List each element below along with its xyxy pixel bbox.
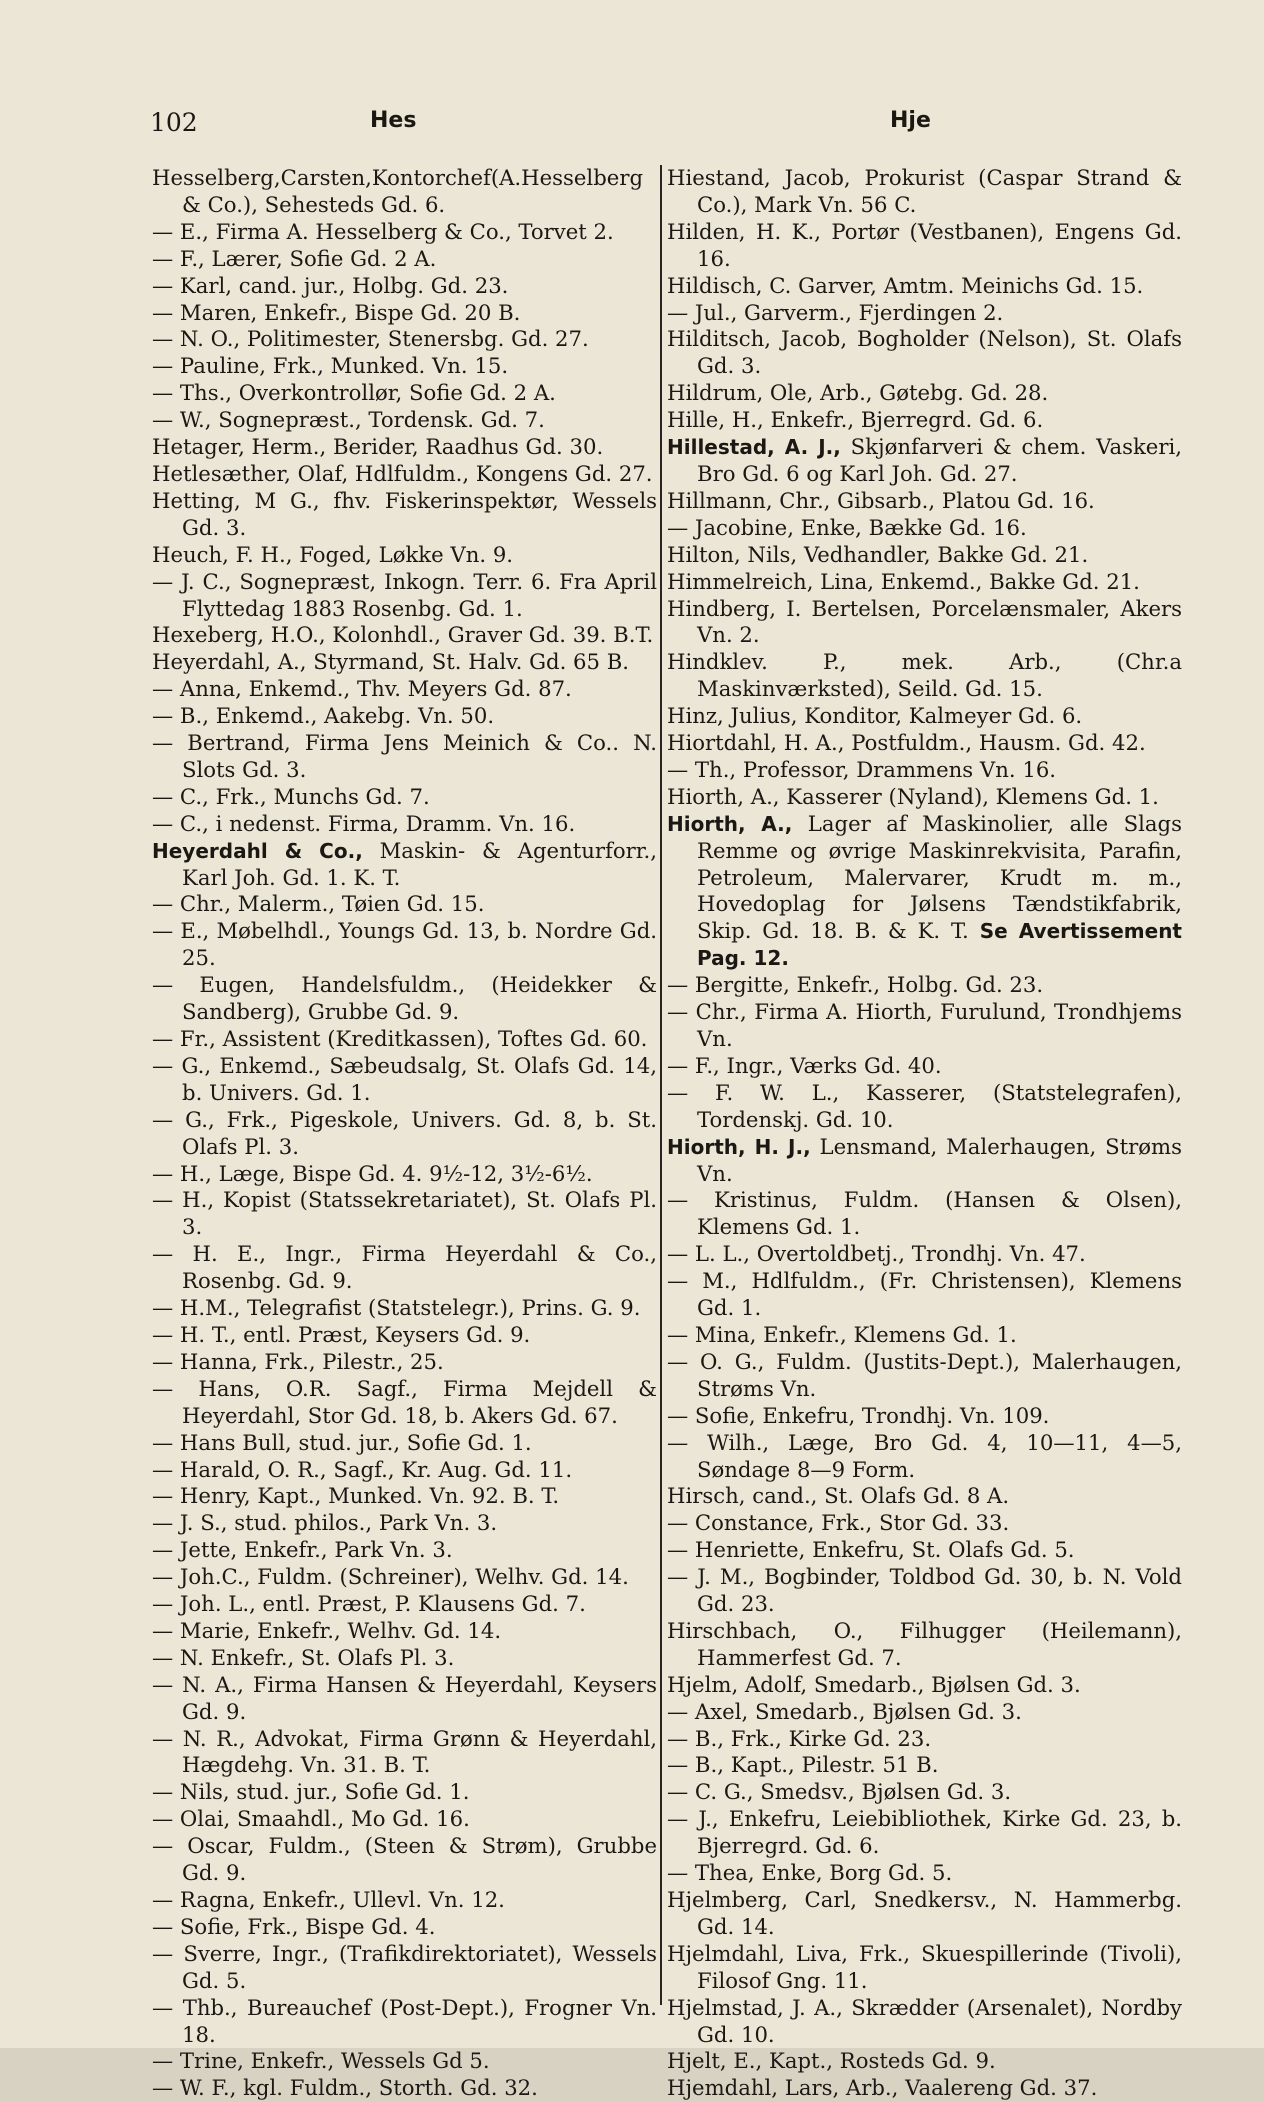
entry-text: — E., Møbelhdl., Youngs Gd. 13, b. Nordre Gd. 25.: [152, 918, 657, 971]
entry-reference-bold: Se Avertissement Pag. 12.: [697, 919, 1182, 971]
directory-entry: [667, 1726, 1182, 1753]
directory-entry: [152, 1107, 657, 1161]
entry-text: — B., Enkemd., Aakebg. Vn. 50.: [152, 703, 495, 729]
entry-text: Hjemdahl, Lars, Arb., Vaalereng Gd. 37.: [667, 2075, 1098, 2101]
entry-text: — Chr., Firma A. Hiorth, Furulund, Trondhjems Vn.: [667, 999, 1182, 1051]
entry-text: Hetager, Herm., Berider, Raadhus Gd. 30.: [152, 434, 604, 460]
directory-entry: [152, 246, 657, 273]
entry-text: — Mina, Enkefr., Klemens Gd. 1.: [667, 1321, 1017, 1347]
entry-text: — Thb., Bureauchef (Post-Dept.), Frogner Vn. 18.: [152, 1994, 657, 2047]
directory-entry: [667, 1187, 1182, 1241]
directory-entry: [152, 1241, 657, 1295]
entry-name-bold: Heyerdahl & Co.,: [152, 838, 363, 863]
directory-entry: [152, 407, 657, 434]
directory-entry: [667, 1349, 1182, 1403]
entry-text: — Kristinus, Fuldm. (Hansen & Olsen), Klemens Gd. 1.: [667, 1187, 1182, 1240]
directory-entry: [667, 1564, 1182, 1618]
directory-entry: [152, 219, 657, 246]
directory-entry: [667, 999, 1182, 1053]
directory-entry: [152, 1349, 657, 1376]
entry-text: — H., Kopist (Statssekretariatet), St. Olafs Pl. 3.: [152, 1187, 657, 1240]
entry-name-bold: Hiorth, H. J.,: [667, 1134, 811, 1159]
directory-entry: [667, 1779, 1182, 1806]
entry-text: — Thea, Enke, Borg Gd. 5.: [667, 1860, 953, 1886]
running-head-left: Hes: [370, 108, 417, 133]
directory-entry: [667, 1241, 1182, 1268]
entry-text: — J., Enkefru, Leiebibliothek, Kirke Gd. 23, b. Bjerregrd. Gd. 6.: [667, 1806, 1182, 1859]
directory-entry: [667, 703, 1182, 730]
directory-entry: [667, 569, 1182, 596]
entry-text: — Hans, O.R. Sagf., Firma Mejdell & Heyerdahl, Stor Gd. 18, b. Akers Gd. 67.: [152, 1375, 657, 1428]
entry-text: — C. G., Smedsv., Bjølsen Gd. 3.: [667, 1779, 1012, 1805]
directory-entry: [152, 784, 657, 811]
directory-entry: [667, 273, 1182, 300]
entry-text: Heuch, F. H., Foged, Løkke Vn. 9.: [152, 541, 514, 567]
entry-text: — Fr., Assistent (Kreditkassen), Toftes Gd. 60.: [152, 1026, 648, 1051]
entry-text: — Ths., Overkontrollør, Sofie Gd. 2 A.: [152, 380, 556, 406]
directory-entry: [667, 2075, 1182, 2102]
directory-entry: [152, 273, 657, 300]
directory-entry: [667, 2048, 1182, 2075]
entry-text: Hilton, Nils, Vedhandler, Bakke Gd. 21.: [667, 541, 1089, 567]
entry-text: — J. S., stud. philos., Park Vn. 3.: [152, 1510, 498, 1536]
entry-text: — C., i nedenst. Firma, Dramm. Vn. 16.: [152, 810, 576, 836]
directory-entry: [667, 407, 1182, 434]
entry-text: Hilditsch, Jacob, Bogholder (Nelson), St. Olafs Gd. 3.: [667, 326, 1182, 379]
directory-entry: [152, 703, 657, 730]
directory-entry: [667, 1403, 1182, 1430]
directory-entry: [667, 1510, 1182, 1537]
entry-text: — Henriette, Enkefru, St. Olafs Gd. 5.: [667, 1537, 1075, 1563]
directory-entry: [152, 1833, 657, 1887]
directory-entry: [152, 1779, 657, 1806]
directory-entry: [667, 784, 1182, 811]
directory-entry: [667, 1080, 1182, 1134]
directory-entry: [152, 1591, 657, 1618]
entry-text: — F. W. L., Kasserer, (Statstelegrafen), Tordenskj. Gd. 10.: [667, 1079, 1182, 1132]
entry-name-bold: Hillestad, A. J.,: [667, 435, 841, 460]
directory-entry: [152, 918, 657, 972]
entry-text: — Sofie, Frk., Bispe Gd. 4.: [152, 1913, 436, 1939]
entry-text: — Joh. L., entl. Præst, P. Klausens Gd. 7.: [152, 1591, 586, 1617]
directory-entry: [152, 1564, 657, 1591]
directory-entry: [667, 1752, 1182, 1779]
directory-entry: [667, 649, 1182, 703]
directory-entry: [152, 1914, 657, 1941]
directory-entry: [667, 730, 1182, 757]
directory-entry: [152, 461, 657, 488]
entry-text: — G., Enkemd., Sæbeudsalg, St. Olafs Gd. 14, b. Univers. Gd. 1.: [152, 1052, 657, 1105]
directory-entry: [152, 1726, 657, 1780]
directory-entry: [152, 1483, 657, 1510]
entry-text: — Sverre, Ingr., (Trafikdirektoriatet), Wessels Gd. 5.: [152, 1940, 657, 1993]
entry-text: — Axel, Smedarb., Bjølsen Gd. 3.: [667, 1698, 1022, 1724]
directory-entry: [152, 972, 657, 1026]
entry-text: — Marie, Enkefr., Welhv. Gd. 14.: [152, 1617, 502, 1643]
entry-text: — Trine, Enkefr., Wessels Gd 5.: [152, 2048, 490, 2074]
directory-entry: [152, 1376, 657, 1430]
entry-text: — Harald, O. R., Sagf., Kr. Aug. Gd. 11.: [152, 1456, 573, 1482]
directory-entry: [152, 1026, 657, 1053]
directory-entry: [152, 1295, 657, 1322]
entry-text: Maskin- & Agenturforr., Karl Joh. Gd. 1. K. T.: [182, 837, 658, 890]
directory-entry: [152, 434, 657, 461]
directory-entry: [152, 1672, 657, 1726]
entry-text: — Bertrand, Firma Jens Meinich & Co.. N. Slots Gd. 3.: [152, 730, 657, 782]
directory-entry: [152, 622, 657, 649]
directory-entry: [667, 1268, 1182, 1322]
entry-text: Hildrum, Ole, Arb., Gøtebg. Gd. 28.: [667, 380, 1049, 406]
directory-entry: [667, 1537, 1182, 1564]
entry-text: — O. G., Fuldm. (Justits-Dept.), Malerhaugen, Strøms Vn.: [667, 1348, 1182, 1401]
directory-entry: [667, 1618, 1182, 1672]
directory-entry: [667, 1699, 1182, 1726]
directory-entry: [667, 1483, 1182, 1510]
entry-text: Heyerdahl, A., Styrmand, St. Halv. Gd. 65 B.: [152, 649, 630, 675]
entry-text: Hesselberg,Carsten,Kontorchef(A.Hesselberg & Co.), Sehesteds Gd. 6.: [152, 165, 644, 217]
entry-text: Hillmann, Chr., Gibsarb., Platou Gd. 16.: [667, 487, 1095, 513]
entry-text: — Constance, Frk., Stor Gd. 33.: [667, 1510, 1010, 1536]
directory-entry: [667, 219, 1182, 273]
entry-text: — B., Kapt., Pilestr. 51 B.: [667, 1752, 939, 1778]
entry-text: — Jul., Garverm., Fjerdingen 2.: [667, 299, 1004, 325]
directory-entry: [152, 165, 657, 219]
directory-entry: [667, 165, 1182, 219]
directory-entry: [152, 730, 657, 784]
directory-entry: [152, 811, 657, 838]
entry-text: — Ragna, Enkefr., Ullevl. Vn. 12.: [152, 1887, 505, 1912]
entry-text: — Olai, Smaahdl., Mo Gd. 16.: [152, 1806, 470, 1832]
directory-entry: [667, 811, 1182, 972]
entry-text: — W. F., kgl. Fuldm., Storth. Gd. 32.: [152, 2075, 538, 2101]
entry-text: — Oscar, Fuldm., (Steen & Strøm), Grubbe Gd. 9.: [152, 1833, 657, 1886]
entry-text: — Henry, Kapt., Munked. Vn. 92. B. T.: [152, 1483, 560, 1509]
entry-text: — J. M., Bogbinder, Toldbod Gd. 30, b. N. Vold Gd. 23.: [667, 1564, 1182, 1617]
directory-entry: [152, 676, 657, 703]
entry-text: Hilden, H. K., Portør (Vestbanen), Engens Gd. 16.: [667, 218, 1182, 271]
entry-text: Hetting, M G., fhv. Fiskerinspektør, Wessels Gd. 3.: [152, 487, 657, 540]
entry-text: Hetlesæther, Olaf, Hdlfuldm., Kongens Gd. 27.: [152, 460, 653, 486]
entry-text: — H. E., Ingr., Firma Heyerdahl & Co., Rosenbg. Gd. 9.: [152, 1241, 657, 1294]
directory-entry: [667, 596, 1182, 650]
directory-entry: [152, 1161, 657, 1188]
entry-text: — Eugen, Handelsfuldm., (Heidekker & Sandberg), Grubbe Gd. 9.: [152, 972, 657, 1025]
entry-text: — Anna, Enkemd., Thv. Meyers Gd. 87.: [152, 676, 572, 702]
entry-text: — Bergitte, Enkefr., Holbg. Gd. 23.: [667, 972, 1044, 998]
entry-text: — Hans Bull, stud. jur., Sofie Gd. 1.: [152, 1429, 532, 1455]
entry-text: Hexeberg, H.O., Kolonhdl., Graver Gd. 39. B.T.: [152, 622, 654, 648]
directory-entry: [152, 569, 657, 623]
directory-entry: [152, 1510, 657, 1537]
directory-entry: [152, 891, 657, 918]
directory-entry: [152, 1053, 657, 1107]
entry-text: — H.M., Telegrafist (Statstelegr.), Prins. G. 9.: [152, 1295, 641, 1321]
entry-text: — Karl, cand. jur., Holbg. Gd. 23.: [152, 272, 509, 298]
directory-entry: [667, 380, 1182, 407]
entry-text: — Joh.C., Fuldm. (Schreiner), Welhv. Gd. 14.: [152, 1564, 629, 1590]
entry-text: — J. C., Sognepræst, Inkogn. Terr. 6. Fra April Flyttedag 1883 Rosenbg. Gd. 1.: [152, 568, 657, 621]
directory-entry: [667, 326, 1182, 380]
directory-entry: [667, 1430, 1182, 1484]
entry-text: — Nils, stud. jur., Sofie Gd. 1.: [152, 1779, 470, 1805]
directory-entry: [152, 1430, 657, 1457]
directory-entry: [152, 1187, 657, 1241]
directory-entry: [667, 972, 1182, 999]
entry-text: Hindklev. P., mek. Arb., (Chr.a Maskinværksted), Seild. Gd. 15.: [667, 649, 1182, 702]
directory-entry: [667, 1672, 1182, 1699]
directory-entry: [152, 2048, 657, 2075]
entry-text: — N. Enkefr., St. Olafs Pl. 3.: [152, 1644, 455, 1670]
entry-text: Hirschbach, O., Filhugger (Heilemann), Hammerfest Gd. 7.: [667, 1617, 1182, 1670]
right-column: [667, 165, 1182, 2102]
entry-text: Hjelm, Adolf, Smedarb., Bjølsen Gd. 3.: [667, 1671, 1081, 1697]
directory-entry: [152, 1618, 657, 1645]
entry-text: — Th., Professor, Drammens Vn. 16.: [667, 756, 1057, 782]
entry-text: — H. T., entl. Præst, Keysers Gd. 9.: [152, 1321, 531, 1347]
entry-text: — C., Frk., Munchs Gd. 7.: [152, 783, 430, 809]
directory-entry: [152, 1645, 657, 1672]
page-header: [150, 108, 1140, 138]
entry-text: Hille, H., Enkefr., Bjerregrd. Gd. 6.: [667, 407, 1044, 433]
entry-text: Hirsch, cand., St. Olafs Gd. 8 A.: [667, 1483, 1010, 1509]
entry-name-bold: Hiorth, A.,: [667, 811, 793, 836]
entry-text: — F., Ingr., Værks Gd. 40.: [667, 1052, 942, 1078]
directory-entry: [152, 488, 657, 542]
directory-entry: [667, 1887, 1182, 1941]
entry-text: — Pauline, Frk., Munked. Vn. 15.: [152, 353, 509, 379]
entry-text: Hinz, Julius, Konditor, Kalmeyer Gd. 6.: [667, 703, 1083, 729]
directory-entry: [667, 1134, 1182, 1188]
entry-text: — N. R., Advokat, Firma Grønn & Heyerdahl, Hægdehg. Vn. 31. B. T.: [152, 1725, 657, 1778]
directory-entry: [152, 1941, 657, 1995]
directory-entry: [667, 434, 1182, 488]
entry-text: — G., Frk., Pigeskole, Univers. Gd. 8, b. St. Olafs Pl. 3.: [152, 1106, 657, 1159]
directory-entry: [152, 2075, 657, 2102]
entry-text: Skjønfarveri & chem. Vaskeri, Bro Gd. 6 og Karl Joh. Gd. 27.: [697, 434, 1182, 486]
directory-entry: [667, 757, 1182, 784]
entry-text: — Jacobine, Enke, Bække Gd. 16.: [667, 514, 1027, 540]
directory-entry: [152, 1995, 657, 2049]
directory-entry: [152, 542, 657, 569]
entry-text: Hildisch, C. Garver, Amtm. Meinichs Gd. 15.: [667, 272, 1144, 298]
entry-text: Hjelmberg, Carl, Snedkersv., N. Hammerbg. Gd. 14.: [667, 1887, 1182, 1939]
directory-entry: [152, 353, 657, 380]
entry-text: Himmelreich, Lina, Enkemd., Bakke Gd. 21.: [667, 568, 1140, 594]
directory-entry: [152, 326, 657, 353]
directory-entry: [152, 380, 657, 407]
entry-text: Hjelt, E., Kapt., Rosteds Gd. 9.: [667, 2048, 996, 2074]
entry-text: Lager af Maskinolier, alle Slags Remme og øvrige Maskinrekvisita, Parafin, Petroleum, Malervarer, Krudt m. m., Hovedoplag for Jølsens Tændstikfabrik, Skip. Gd. 18. B. & K. T.: [697, 810, 1182, 944]
directory-entry: [152, 1806, 657, 1833]
entry-text: — Chr., Malerm., Tøien Gd. 15.: [152, 891, 485, 917]
directory-entry: [667, 1053, 1182, 1080]
directory-entry: [667, 1941, 1182, 1995]
entry-text: — H., Læge, Bispe Gd. 4. 9½-12, 3½-6½.: [152, 1160, 593, 1186]
directory-entry: [667, 1860, 1182, 1887]
entry-text: Hiestand, Jacob, Prokurist (Caspar Strand & Co.), Mark Vn. 56 C.: [667, 165, 1182, 217]
entry-text: — M., Hdlfuldm., (Fr. Christensen), Klemens Gd. 1.: [667, 1268, 1182, 1321]
directory-entry: [667, 1806, 1182, 1860]
directory-entry: [152, 838, 657, 892]
entry-text: Hjelmstad, J. A., Skrædder (Arsenalet), Nordby Gd. 10.: [667, 1994, 1182, 2047]
directory-entry: [667, 488, 1182, 515]
entry-text: — B., Frk., Kirke Gd. 23.: [667, 1725, 932, 1751]
entry-text: — Sofie, Enkefru, Trondhj. Vn. 109.: [667, 1402, 1050, 1428]
page-number: 102: [150, 108, 198, 137]
directory-entry: [667, 542, 1182, 569]
entry-text: — N. O., Politimester, Stenersbg. Gd. 27.: [152, 326, 589, 352]
entry-text: — W., Sognepræst., Tordensk. Gd. 7.: [152, 407, 545, 433]
entry-text: — Hanna, Frk., Pilestr., 25.: [152, 1348, 444, 1374]
directory-entry: [667, 300, 1182, 327]
directory-entry: [667, 515, 1182, 542]
entry-text: Hiortdahl, H. A., Postfuldm., Hausm. Gd. 42.: [667, 730, 1146, 756]
entry-text: — L. L., Overtoldbetj., Trondhj. Vn. 47.: [667, 1241, 1086, 1267]
directory-entry: [152, 1322, 657, 1349]
entry-text: Hjelmdahl, Liva, Frk., Skuespillerinde (Tivoli), Filosof Gng. 11.: [667, 1940, 1182, 1993]
directory-entry: [152, 1457, 657, 1484]
directory-entry: [152, 649, 657, 676]
entry-text: Hiorth, A., Kasserer (Nyland), Klemens Gd. 1.: [667, 783, 1159, 809]
directory-entry: [152, 1887, 657, 1914]
left-column: [152, 165, 657, 2102]
entry-text: Lensmand, Malerhaugen, Strøms Vn.: [697, 1133, 1182, 1186]
directory-entry: [667, 1322, 1182, 1349]
entry-text: — Maren, Enkefr., Bispe Gd. 20 B.: [152, 299, 521, 325]
entry-text: — Jette, Enkefr., Park Vn. 3.: [152, 1537, 453, 1563]
column-divider: [660, 165, 662, 2005]
directory-entry: [152, 300, 657, 327]
entry-text: — Wilh., Læge, Bro Gd. 4, 10—11, 4—5, Søndage 8—9 Form.: [667, 1429, 1182, 1482]
directory-entry: [667, 1995, 1182, 2049]
directory-entry: [152, 1537, 657, 1564]
entry-text: — E., Firma A. Hesselberg & Co., Torvet 2.: [152, 218, 614, 244]
running-head-right: Hje: [890, 108, 931, 133]
entry-text: — N. A., Firma Hansen & Heyerdahl, Keysers Gd. 9.: [152, 1671, 657, 1724]
entry-text: — F., Lærer, Sofie Gd. 2 A.: [152, 245, 437, 271]
entry-text: Hindberg, I. Bertelsen, Porcelænsmaler, Akers Vn. 2.: [667, 595, 1182, 648]
